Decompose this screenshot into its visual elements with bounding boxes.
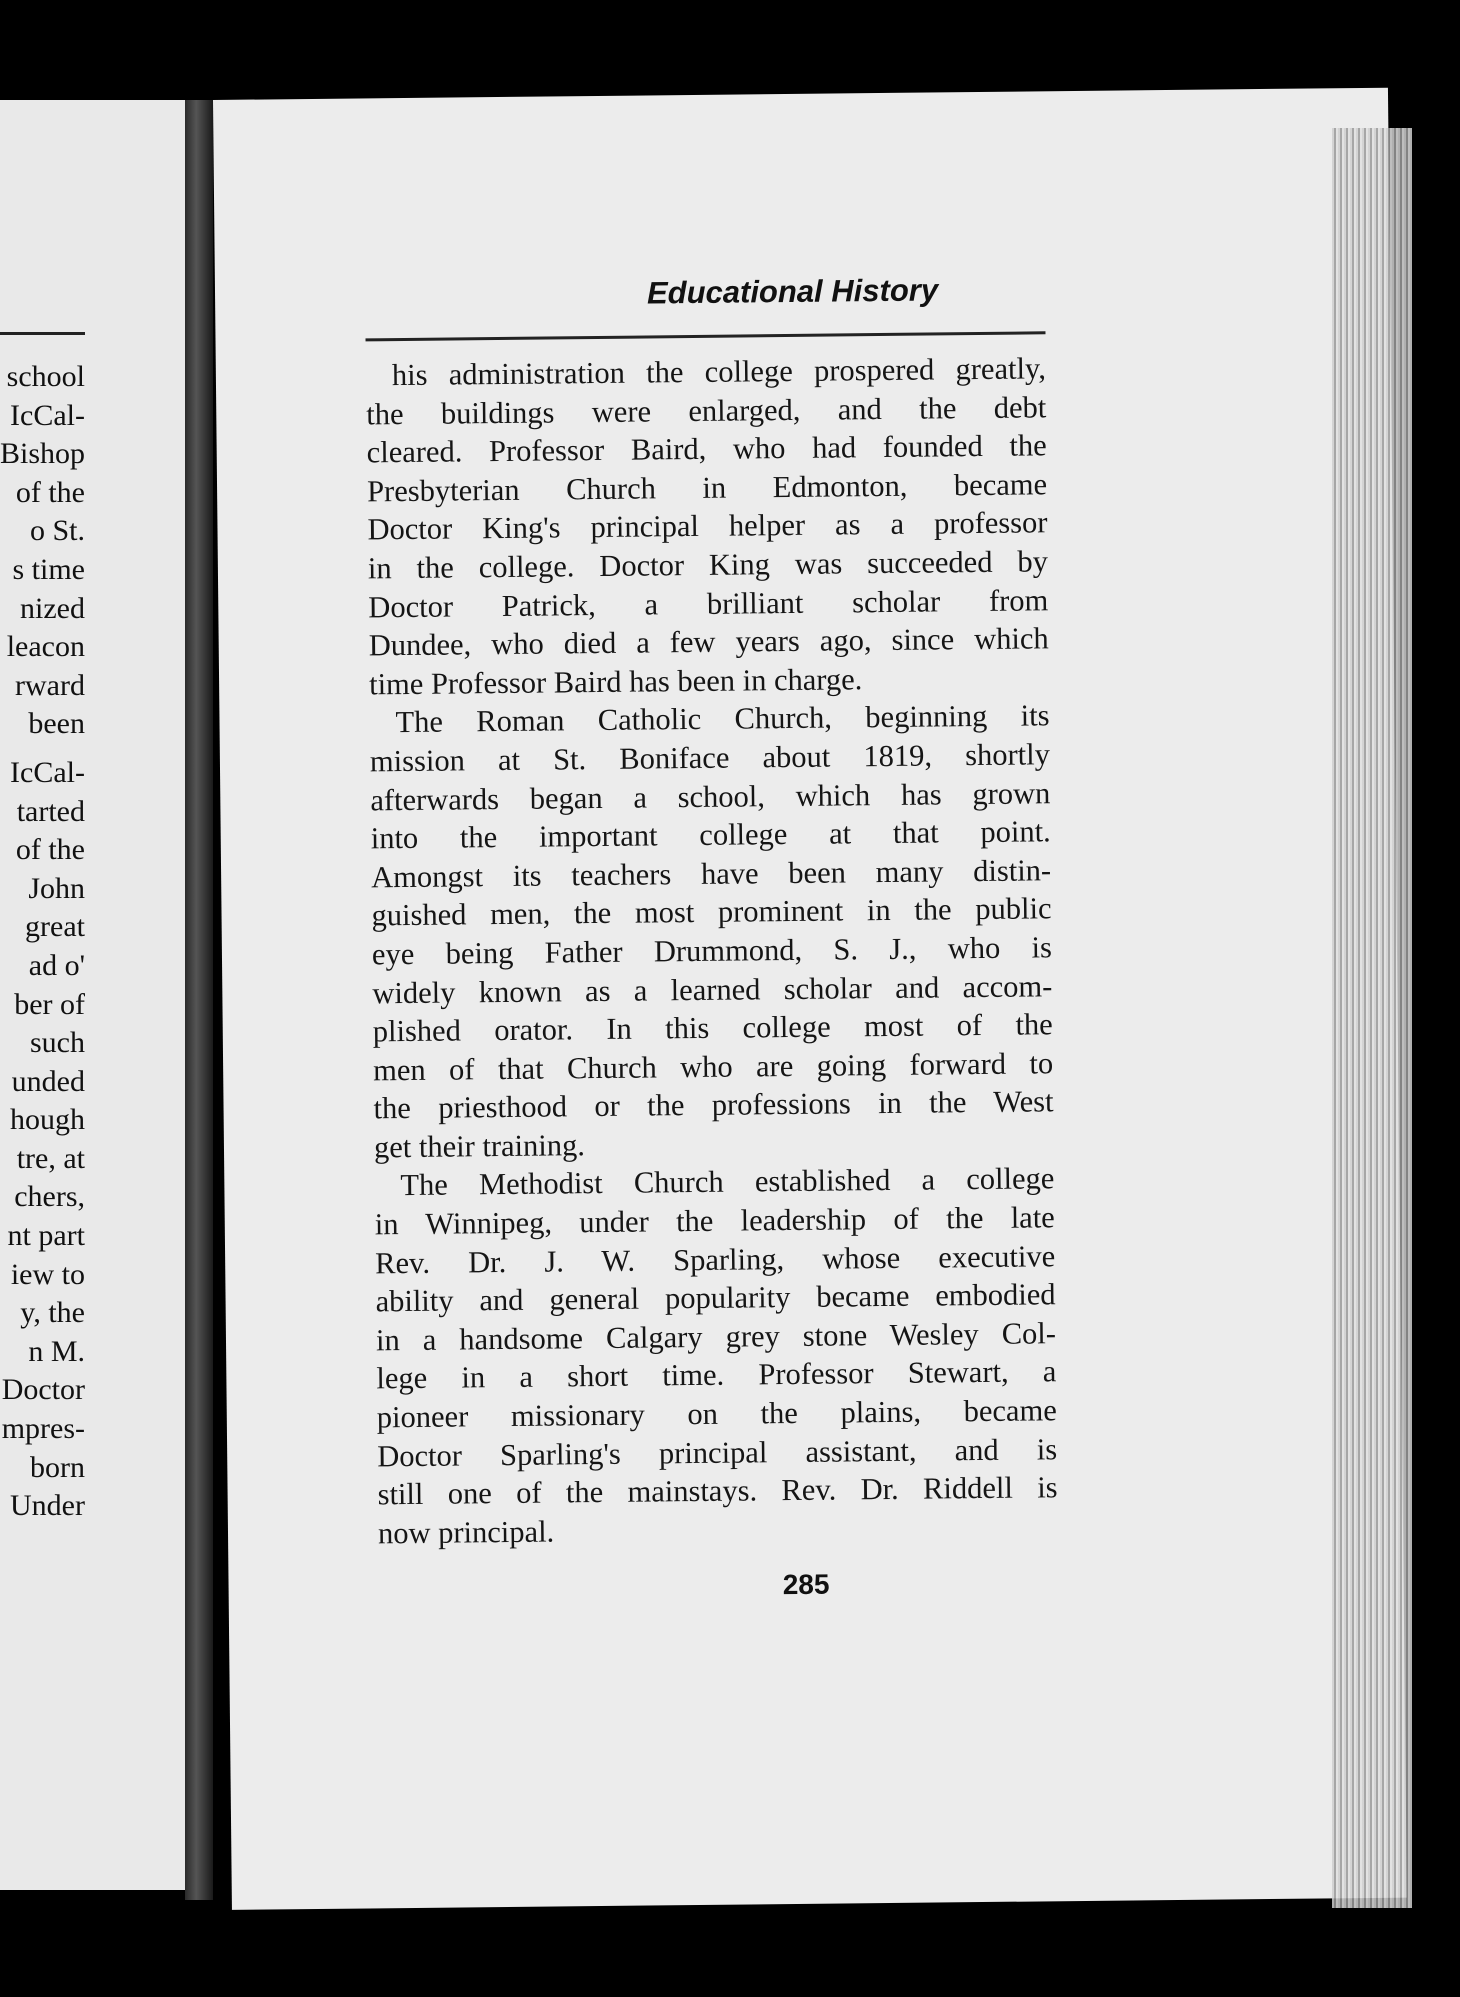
text-line: guished men, the most prominent in the public: [371, 891, 1052, 933]
left-text-line: of the: [15, 475, 85, 509]
text-line: now principal.: [377, 1514, 555, 1551]
left-text-line: o St.: [29, 514, 85, 548]
text-line: lege in a short time. Professor Stewart, a: [376, 1354, 1057, 1396]
text-line: in a handsome Calgary grey stone Wesley Col-: [375, 1316, 1057, 1358]
page-edges: [1332, 128, 1412, 1908]
right-page: [213, 88, 1407, 1910]
text-line: Rev. Dr. J. W. Sparling, whose executive: [375, 1238, 1056, 1281]
text-line: cleared. Professor Baird, who had founded the: [366, 428, 1047, 470]
left-text-line: ber of: [14, 987, 85, 1021]
left-page-text: [0, 358, 85, 1526]
left-text-line: school: [6, 360, 85, 393]
left-text-line: n M.: [28, 1334, 85, 1368]
text-line: the buildings were enlarged, and the debt: [366, 389, 1047, 432]
text-line: mission at St. Boniface about 1819, shortly: [369, 737, 1051, 779]
left-text-line: Bishop: [0, 437, 85, 471]
text-line: afterwards began a school, which has grown: [370, 775, 1051, 817]
header-rule: [366, 331, 1046, 341]
left-text-line: hough: [10, 1103, 85, 1137]
left-text-line: John: [28, 871, 85, 905]
paragraph-gap: [0, 744, 85, 754]
left-text-line: of the: [15, 833, 85, 867]
text-line: time Professor Baird has been in charge.: [368, 661, 863, 702]
left-text-line: born: [30, 1450, 85, 1484]
text-line: ability and general popularity became embodied: [375, 1277, 1056, 1319]
text-line: pioneer missionary on the plains, became: [376, 1393, 1057, 1435]
text-line: Dundee, who died a few years ago, since which: [368, 621, 1049, 663]
text-line: still one of the mainstays. Rev. Dr. Riddell is: [377, 1470, 1058, 1512]
left-text-line: IcCal-: [10, 398, 85, 432]
text-line: the priesthood or the professions in the West: [373, 1084, 1054, 1126]
left-text-line: chers,: [14, 1180, 85, 1214]
left-text-line: Doctor: [1, 1373, 85, 1407]
text-line: his administration the college prospered greatly,: [391, 351, 1047, 393]
text-line: men of that Church who are going forward to: [372, 1045, 1054, 1088]
left-text-line: leacon: [6, 630, 85, 664]
text-line: The Roman Catholic Church, beginning its: [395, 698, 1050, 740]
left-text-line: such: [30, 1026, 85, 1060]
text-line: Doctor King's principal helper as a professor: [367, 505, 1048, 547]
text-line: into the important college at that point.: [370, 814, 1051, 856]
left-text-line: iew to: [10, 1257, 85, 1291]
left-text-line: unded: [11, 1064, 85, 1098]
left-text-line: mpres-: [1, 1412, 85, 1446]
text-line: widely known as a learned scholar and accom-: [372, 968, 1053, 1010]
left-text-line: nized: [20, 591, 85, 625]
text-line: The Methodist Church established a college: [400, 1161, 1055, 1203]
text-line: Doctor Patrick, a brilliant scholar from: [368, 582, 1049, 624]
left-text-line: ad o': [28, 948, 85, 982]
left-text-line: tarted: [16, 794, 85, 828]
left-text-line: nt part: [7, 1219, 85, 1253]
left-text-line: IcCal-: [10, 755, 85, 789]
text-line: in the college. Doctor King was succeeded by: [367, 544, 1049, 586]
left-text-line: been: [28, 707, 85, 741]
text-line: Doctor Sparling's principal assistant, and is: [377, 1431, 1058, 1473]
text-line: in Winnipeg, under the leadership of the late: [374, 1200, 1055, 1242]
left-text-line: rward: [15, 668, 85, 702]
text-line: plished orator. In this college most of the: [372, 1007, 1053, 1049]
left-text-line: tre, at: [16, 1141, 85, 1175]
left-page: [0, 100, 185, 1890]
left-text-line: y, the: [20, 1296, 85, 1330]
page-number: 285: [782, 1568, 830, 1601]
running-header: Educational History: [646, 272, 939, 311]
text-line: get their training.: [373, 1128, 586, 1165]
text-line: eye being Father Drummond, S. J., who is: [371, 930, 1053, 972]
text-line: Presbyterian Church in Edmonton, became: [366, 467, 1048, 509]
left-header-rule: [0, 332, 85, 335]
left-text-line: great: [25, 910, 85, 944]
book-gutter: [185, 100, 213, 1900]
left-text-line: Under: [10, 1489, 85, 1523]
body-text: [366, 349, 1058, 1552]
text-line: Amongst its teachers have been many distin-: [370, 852, 1052, 895]
left-text-line: s time: [12, 552, 85, 586]
